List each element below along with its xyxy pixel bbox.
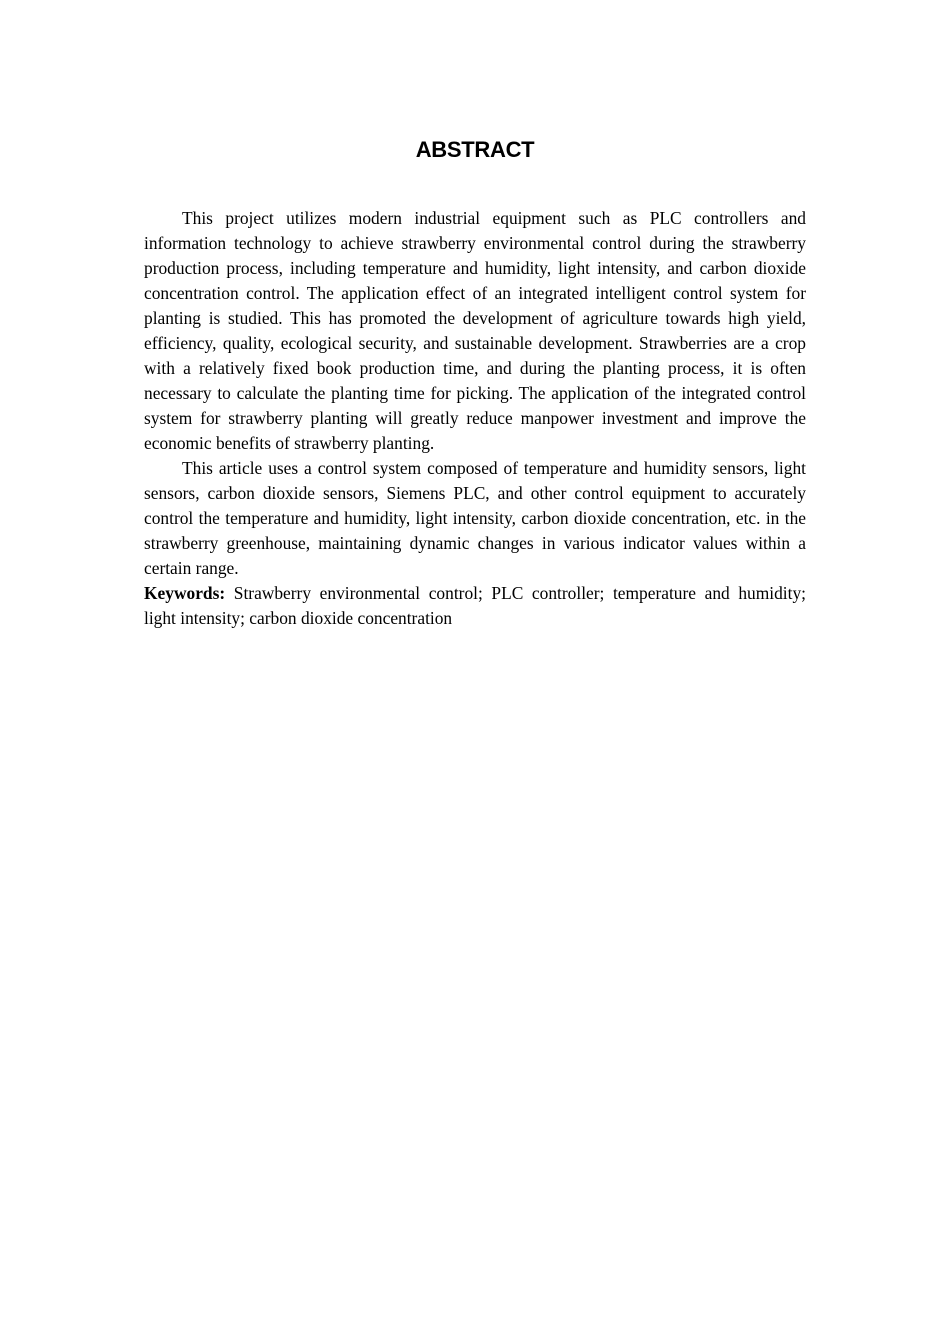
keywords-line <box>144 581 806 631</box>
abstract-title: ABSTRACT <box>415 137 535 162</box>
keywords-label: Keywords: <box>144 583 226 603</box>
abstract-body <box>144 206 806 631</box>
abstract-paragraph-1: This project utilizes modern industrial equipment such as PLC controllers and information technology to achieve strawberry environmental control during the strawberry production process, including temperature and humidity, light intensity, and carbon dioxide concentration control. The application effect of an integrated intelligent control system for planting is studied. This has promoted the development of agriculture towards high yield, efficiency, quality, ecological security, and sustainable development. Strawberries are a crop with a relatively fixed book production time, and during the planting process, it is often necessary to calculate the planting time for picking. The application of the integrated control system for strawberry planting will greatly reduce manpower investment and improve the economic benefits of strawberry planting. <box>144 208 806 453</box>
abstract-paragraph-2: This article uses a control system composed of temperature and humidity sensors, light sensors, carbon dioxide sensors, Siemens PLC, and other control equipment to accurately control the temperature and humidity, light intensity, carbon dioxide concentration, etc. in the strawberry greenhouse, maintaining dynamic changes in various indicator values within a certain range. <box>144 458 806 578</box>
keywords-text: Strawberry environmental control; PLC controller; temperature and humidity; light intensity; carbon dioxide concentration <box>144 583 806 628</box>
